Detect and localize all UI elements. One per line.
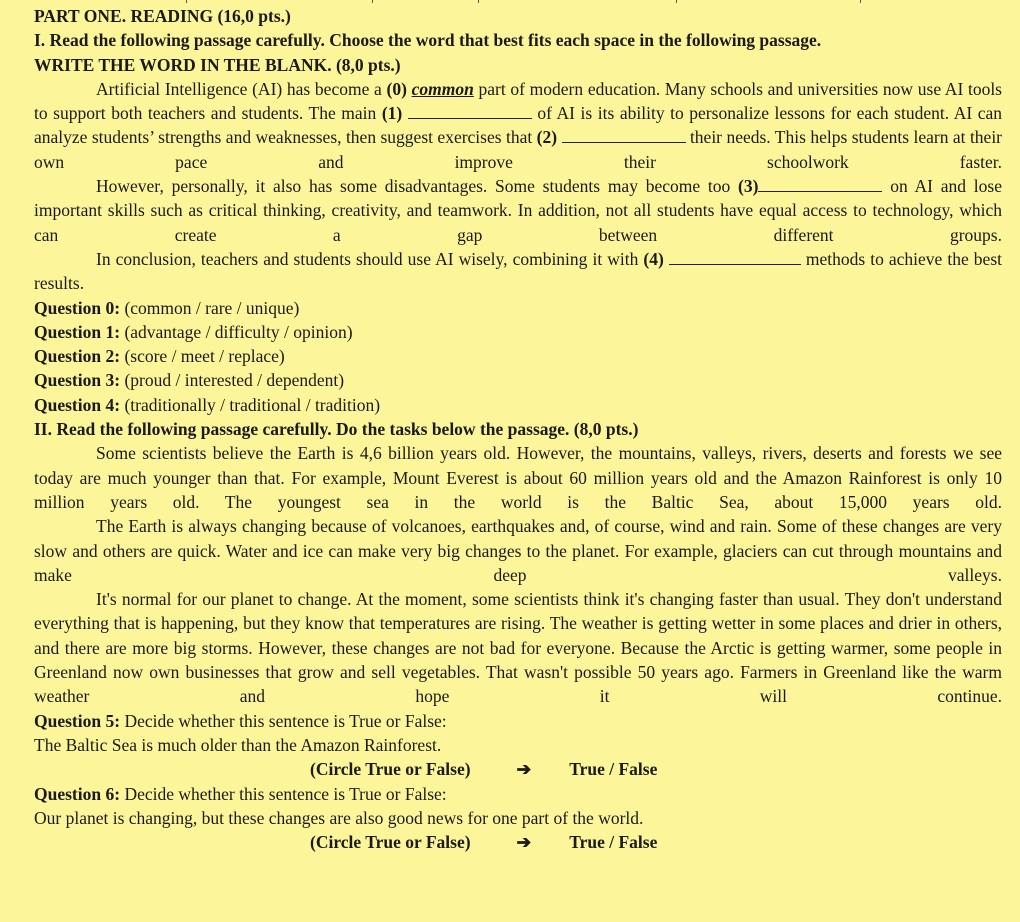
arrow-right-icon: ➔ <box>516 759 532 780</box>
section2-heading: II. Read the following passage carefully. Do the tasks below the passage. (8,0 pts.) <box>34 419 639 440</box>
question-options: (advantage / difficulty / opinion) <box>124 321 353 342</box>
text: part of modern education. Many schools and universities now use AI tools to support both teachers and students. The main <box>34 78 1002 124</box>
answer-row <box>34 830 1002 854</box>
section2-paragraph-2: The Earth is always changing because of volcanoes, earthquakes and, of course, wind and rain. Some of these changes are very slow and others are quick. Water and ice can make very big changes to the planet. For example, glaciers can cut through mountains and make deep valleys. <box>34 516 1002 585</box>
section1-paragraph-2 <box>34 174 1002 247</box>
answer-blank-1[interactable] <box>408 103 532 119</box>
worksheet <box>34 4 1002 854</box>
question-label: Question 3: <box>34 370 121 391</box>
text: Artificial Intelligence (AI) has become a <box>96 78 387 99</box>
gap-number-4: (4) <box>643 248 664 269</box>
question-options: (common / rare / unique) <box>124 297 300 318</box>
section1-paragraph-3 <box>34 247 1002 296</box>
text: In conclusion, teachers and students should use AI wisely, combining it with <box>96 248 644 269</box>
text: their needs. This helps students learn at their own pace and improve their schoolwork faster. <box>34 127 1003 172</box>
question-4 <box>34 393 1002 417</box>
question-prompt: Decide whether this sentence is True or False: <box>124 710 447 731</box>
question-1 <box>34 320 1002 344</box>
gap-number-2: (2) <box>536 127 558 148</box>
question-label: Question 4: <box>34 394 121 415</box>
question-sentence: Our planet is changing, but these changes are also good news for one part of the world. <box>34 807 644 828</box>
gap-number-3: (3) <box>738 176 759 197</box>
question-prompt: Decide whether this sentence is True or False: <box>124 783 447 804</box>
answer-blank-2[interactable] <box>562 127 686 143</box>
part-title: PART ONE. READING (16,0 pts.) <box>34 6 291 26</box>
question-label: Question 2: <box>34 346 121 367</box>
question-3 <box>34 368 1002 392</box>
question-label: Question 5: <box>34 710 121 731</box>
circle-instruction: (Circle True or False) <box>310 832 471 853</box>
answer-blank-4[interactable] <box>669 249 801 265</box>
section1-heading-cont: WRITE THE WORD IN THE BLANK. (8,0 pts.) <box>34 54 401 75</box>
question-2 <box>34 344 1002 368</box>
arrow-right-icon: ➔ <box>516 832 532 853</box>
question-5 <box>34 709 1002 782</box>
text: However, personally, it also has some disadvantages. Some students may become too <box>96 176 739 197</box>
true-false-choices[interactable]: True / False <box>569 832 658 853</box>
question-label: Question 0: <box>34 297 121 318</box>
question-label: Question 1: <box>34 321 121 342</box>
section1-paragraph-1 <box>34 77 1002 174</box>
question-options: (score / meet / replace) <box>124 346 285 367</box>
true-false-choices[interactable]: True / False <box>569 759 658 780</box>
section2-paragraph-1: Some scientists believe the Earth is 4,6 billion years old. However, the mountains, valleys, rivers, deserts and forests we see today are much younger than that. For example, Mount Everest is about 60 million years old and the Amazon Rainforest is only 10 million years old. The youngest sea in the world is the Baltic Sea, about 15,000 years old. <box>34 443 1002 512</box>
text: methods to achieve the best results. <box>34 248 1002 294</box>
question-label: Question 6: <box>34 783 121 804</box>
question-options: (traditionally / traditional / tradition) <box>124 394 381 415</box>
answer-row <box>34 757 1002 781</box>
question-0 <box>34 296 1002 320</box>
top-table-border <box>0 0 1020 3</box>
question-options: (proud / interested / dependent) <box>124 370 345 391</box>
example-answer: common <box>411 78 474 99</box>
question-6 <box>34 782 1002 855</box>
question-list <box>34 296 1002 417</box>
section1-heading: I. Read the following passage carefully. Choose the word that best fits each space in the following passage. <box>34 30 822 51</box>
text: on AI and lose important skills such as critical thinking, creativity, and teamwork. In addition, not all students have equal access to technology, which can create a gap between different groups. <box>34 176 1002 245</box>
circle-instruction: (Circle True or False) <box>310 759 471 780</box>
gap-number-0: (0) <box>386 78 407 99</box>
question-sentence: The Baltic Sea is much older than the Amazon Rainforest. <box>34 734 442 755</box>
text: of AI is its ability to personalize lessons for each student. AI can analyze students’ strengths and weaknesses, then suggest exercises that <box>34 103 1002 148</box>
gap-number-1: (1) <box>381 103 403 124</box>
section2-paragraph-3: It's normal for our planet to change. At the moment, some scientists think it's changing faster than usual. They don't understand everything that is happening, but they know that temperatures are rising. The weather is getting wetter in some places and drier in others, and there are more big storms. However, these changes are not bad for everyone. Because the Arctic is getting warmer, some people in Greenland now own businesses that grow and sell vegetables. That wasn't possible 50 years ago. Farmers in Greenland like the warm weather and hope it will continue. <box>34 589 1002 707</box>
answer-blank-3[interactable] <box>758 176 882 192</box>
